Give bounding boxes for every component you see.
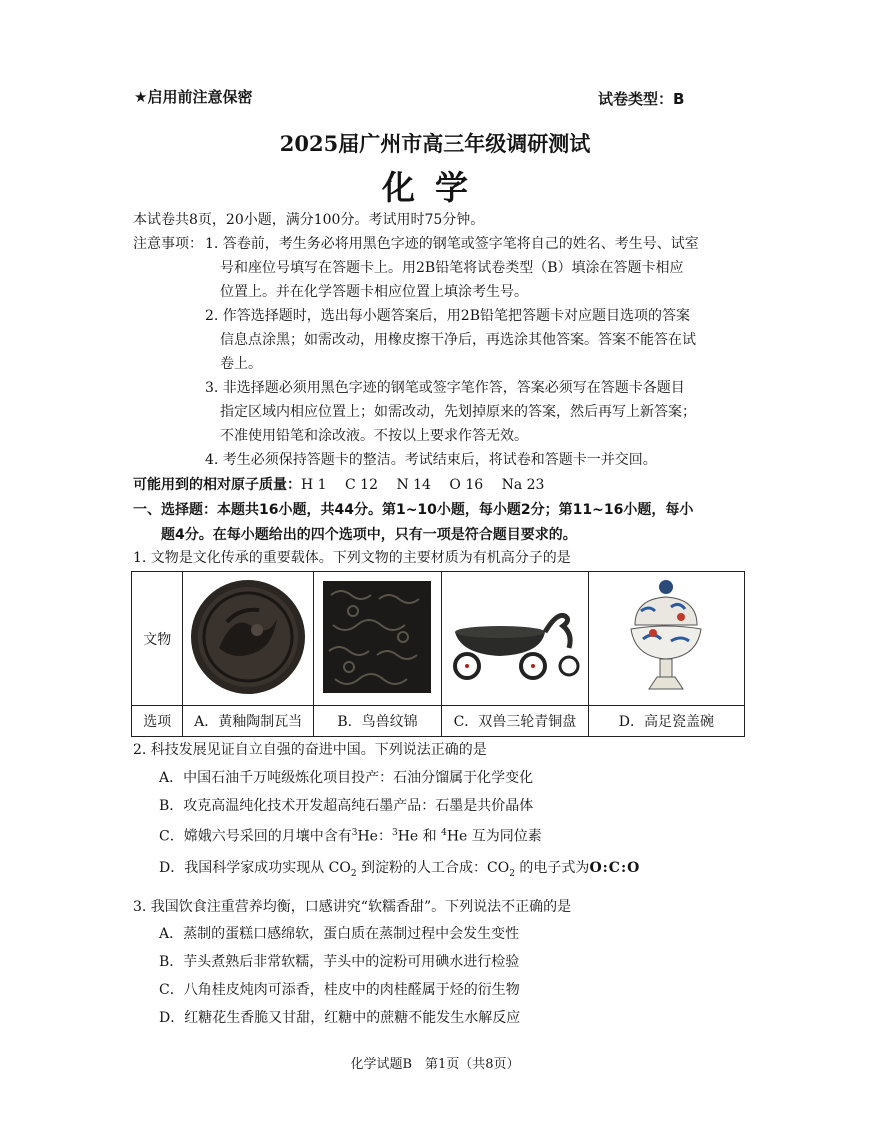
subscript: 2: [509, 868, 515, 879]
q3-option-d: D．红糖花生香脆又甘甜，红糖中的蔗糖不能发生水解反应: [159, 1010, 521, 1026]
section-instructions: 一、选择题：本题共16小题，共44分。第1~10小题，每小题2分；第11~16小题，每小: [133, 502, 694, 518]
exam-title: 2025届广州市高三年级调研测试: [279, 131, 591, 156]
q3-option-c: C．八角桂皮炖肉可添香，桂皮中的肉桂醛属于烃的衍生物: [159, 982, 520, 998]
q2-option-d: [159, 857, 640, 885]
relic-option-c: C．双兽三轮青铜盘: [442, 706, 589, 737]
note-line: 3. 非选择题必须用黑色字迹的钢笔或签字笔作答，答案必须写在答题卡各题目: [205, 380, 685, 396]
subject-title: 化学: [382, 168, 488, 207]
porcelain-bowl-image: [621, 577, 711, 697]
q2-option-b: B．攻克高温纯化技术开发超高纯石墨产品：石墨是共价晶体: [159, 798, 534, 814]
q3-option-b: B．芋头煮熟后非常软糯，芋头中的淀粉可用碘水进行检验: [159, 954, 520, 970]
q2-option-a: A．中国石油千万吨级炼化项目投产：石油分馏属于化学变化: [159, 770, 534, 786]
note-line: 信息点涂黑；如需改动，用橡皮擦干净后，再选涂其他答案。答案不能答在试: [220, 332, 696, 348]
note-line: 1. 答卷前，考生务必将用黑色字迹的钢笔或签字笔将自己的姓名、考生号、试室: [205, 236, 699, 252]
relic-row-label: 文物: [132, 572, 183, 706]
relic-image-c: [442, 572, 589, 706]
q2-d-text: 的电子式为: [514, 860, 590, 876]
q2-d-text: 到淀粉的人工合成：CO: [356, 860, 510, 876]
q3-option-a: A．蒸制的蛋糕口感绵软，蛋白质在蒸制过程中会发生变性: [159, 926, 520, 942]
relic-image-d: [588, 572, 744, 706]
electron-formula: O:C:O: [589, 860, 641, 876]
note-line: 4. 考生必须保持答题卡的整洁。考试结束后，将试卷和答题卡一并交回。: [205, 452, 657, 468]
exam-intro: 本试卷共8页，20小题，满分100分。考试用时75分钟。: [133, 212, 485, 228]
question-2-stem: 2. 科技发展见证自立自强的奋进中国。下列说法正确的是: [133, 742, 487, 758]
relic-table: [131, 571, 745, 737]
relic-option-b: B．鸟兽纹锦: [313, 706, 441, 737]
relic-image-a: [183, 572, 314, 706]
brocade-image: [323, 581, 431, 693]
atomic-mass-label: 可能用到的相对原子质量：: [133, 477, 301, 493]
note-line: 不准使用铅笔和涂改液。不按以上要求作答无效。: [220, 428, 528, 444]
q2-c-text: He：: [357, 828, 392, 845]
option-row-label: 选项: [132, 706, 183, 737]
isotope-mass: 4: [441, 828, 447, 838]
notes-label: 注意事项：: [133, 236, 203, 252]
isotope-mass: 3: [351, 828, 358, 838]
relic-image-b: [313, 572, 441, 706]
note-line: 指定区域内相应位置上；如需改动，先划掉原来的答案，然后再写上新答案；: [220, 404, 696, 420]
q2-c-text: C．嫦娥六号采回的月壤中含有: [159, 828, 352, 845]
q2-c-text: He 互为同位素: [446, 828, 542, 845]
note-line: 2. 作答选择题时，选出每小题答案后，用2B铅笔把答题卡对应题目选项的答案: [205, 308, 691, 324]
roof-tile-image: [189, 578, 307, 696]
page-footer: 化学试题B 第1页（共8页）: [350, 1057, 520, 1072]
subscript: 2: [350, 868, 357, 879]
confidential-notice: ★启用前注意保密: [134, 88, 253, 106]
question-3-stem: 3. 我国饮食注重营养均衡，口感讲究“软糯香甜”。下列说法不正确的是: [133, 899, 572, 915]
q2-d-text: D．我国科学家成功实现从 CO: [159, 860, 351, 876]
isotope-mass: 3: [391, 828, 398, 838]
q2-c-text: He 和: [397, 828, 442, 845]
note-line: 卷上。: [220, 356, 262, 372]
note-line: 号和座位号填写在答题卡上。用2B铅笔将试卷类型（B）填涂在答题卡相应: [220, 260, 684, 276]
section-instructions-cont: 题4分。在每小题给出的四个选项中，只有一项是符合题目要求的。: [161, 527, 577, 543]
atomic-mass-values: H 1 C 12 N 14 O 16 Na 23: [301, 477, 545, 493]
relic-option-d: D．高足瓷盖碗: [588, 706, 744, 737]
bronze-plate-image: [445, 592, 585, 682]
relic-option-a: A．黄釉陶制瓦当: [183, 706, 314, 737]
note-line: 位置上。并在化学答题卡相应位置上填涂考生号。: [220, 284, 528, 300]
q2-option-c: [159, 822, 542, 848]
paper-type: 试卷类型：B: [598, 90, 685, 108]
question-1-stem: 1. 文物是文化传承的重要载体。下列文物的主要材质为有机高分子的是: [133, 550, 571, 566]
atomic-mass-line: [133, 474, 544, 496]
